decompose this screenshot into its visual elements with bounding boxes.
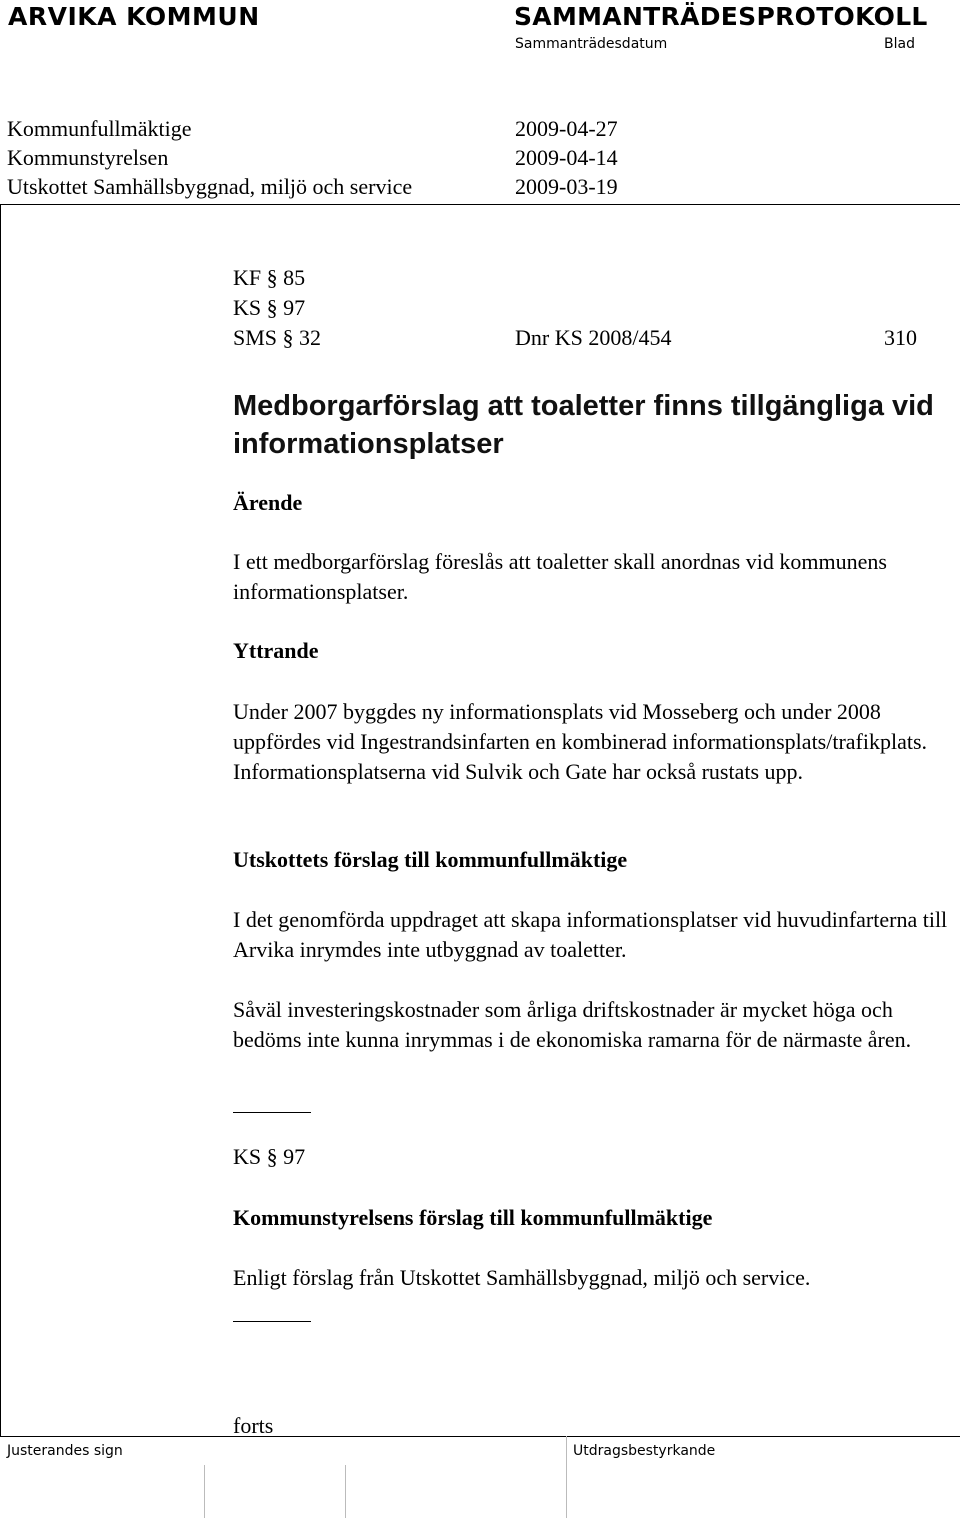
archive-code: 310: [884, 325, 917, 350]
document-type: SAMMANTRÄDESPROTOKOLL: [514, 2, 928, 31]
document-title: Medborgarförslag att toaletter finns tillgängliga vid informationsplatser: [233, 390, 934, 460]
ks-reference: KS § 97: [233, 1144, 306, 1169]
utdragsbestyrkande-label: Utdragsbestyrkande: [573, 1443, 716, 1459]
sign-box-divider: [345, 1465, 346, 1518]
footer-top-rule: [0, 1436, 960, 1437]
utskott-text: I det genomförda uppdraget att skapa informationsplatser vid huvudinfarterna till Arvika inrymdes inte utbyggnad av toaletter.: [233, 907, 948, 962]
body-name: Utskottet Samhällsbyggnad, miljö och service: [7, 174, 413, 199]
left-rule: [0, 204, 1, 1437]
ks-text: Enligt förslag från Utskottet Samhällsbyggnad, miljö och service.: [233, 1265, 811, 1290]
body-name: Kommunfullmäktige: [7, 116, 192, 141]
page-label: Blad: [884, 36, 915, 52]
section-heading-arende: Ärende: [233, 490, 303, 515]
reference: SMS § 32: [233, 325, 322, 350]
sign-box-divider: [566, 1436, 567, 1518]
section-separator: [233, 1321, 311, 1322]
body-name: Kommunstyrelsen: [7, 145, 169, 170]
sign-box-divider: [204, 1465, 205, 1518]
arende-text: I ett medborgarförslag föreslås att toaletter skall anordnas vid kommunens informationsplatser.: [233, 549, 887, 604]
body-date: 2009-04-27: [515, 116, 618, 141]
body-date: 2009-03-19: [515, 174, 618, 199]
yttrande-text: Under 2007 byggdes ny informationsplats vid Mosseberg och under 2008 uppfördes vid Ingestrandsinfarten en kombinerad informationsplats/trafikplats. Informationsplatserna vid Sulvik och Gate har också rustats upp.: [233, 699, 928, 784]
section-heading-ks: Kommunstyrelsens förslag till kommunfullmäktige: [233, 1205, 713, 1230]
justerandes-sign-label: Justerandes sign: [7, 1443, 123, 1459]
organization-name: ARVIKA KOMMUN: [8, 2, 260, 31]
section-heading-yttrande: Yttrande: [233, 638, 319, 663]
reference: KF § 85: [233, 265, 306, 290]
continued-marker: forts: [233, 1413, 274, 1438]
reference: KS § 97: [233, 295, 306, 320]
section-heading-utskott: Utskottets förslag till kommunfullmäktige: [233, 847, 628, 872]
section-separator: [233, 1112, 311, 1113]
body-date: 2009-04-14: [515, 145, 618, 170]
utskott-text: Såväl investeringskostnader som årliga driftskostnader är mycket höga och bedöms inte kunna inrymmas i de ekonomiska ramarna för de närmaste åren.: [233, 997, 912, 1052]
meeting-date-label: Sammanträdesdatum: [515, 36, 668, 52]
diary-number: Dnr KS 2008/454: [515, 325, 672, 350]
top-rule: [0, 204, 960, 205]
